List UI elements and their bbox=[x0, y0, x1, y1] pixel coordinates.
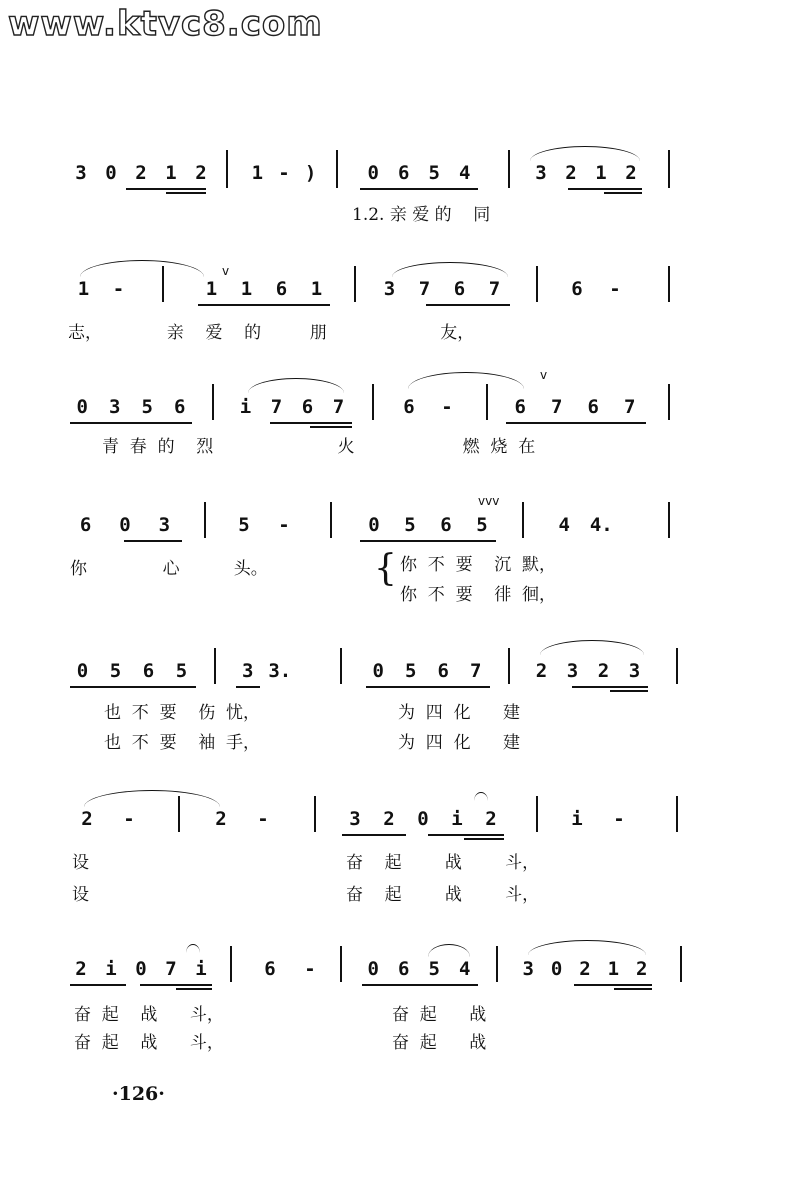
note: 3 bbox=[109, 396, 121, 418]
note: 2 bbox=[135, 162, 147, 184]
beam bbox=[70, 686, 196, 688]
beam bbox=[604, 192, 642, 194]
note: - bbox=[257, 808, 269, 830]
note: 6 bbox=[403, 396, 415, 418]
note: 2 bbox=[597, 660, 610, 682]
lyric: 奋 起 战 斗， bbox=[346, 885, 540, 905]
note: 3 bbox=[535, 162, 547, 184]
measure bbox=[362, 660, 492, 682]
note: 6 bbox=[453, 278, 466, 300]
lyric: 志， 亲 爱 的 朋 友， bbox=[68, 323, 475, 343]
lyric: 设 bbox=[72, 885, 89, 905]
bar-line bbox=[226, 150, 228, 188]
breath-mark: v bbox=[540, 368, 548, 382]
lyric: 奋 起 战 斗， bbox=[74, 1005, 224, 1025]
verse-brace: { bbox=[374, 548, 397, 589]
note: 1 bbox=[310, 278, 323, 300]
bar-line bbox=[212, 384, 214, 420]
beam bbox=[426, 304, 510, 306]
lyric: 奋 起 战 bbox=[392, 1033, 487, 1053]
bar-line bbox=[354, 266, 356, 302]
beam bbox=[360, 540, 496, 542]
bar-line bbox=[668, 502, 670, 538]
measure bbox=[558, 278, 634, 300]
bar-line bbox=[178, 796, 180, 832]
lyric: 为 四 化 建 bbox=[398, 703, 521, 723]
measure bbox=[358, 162, 480, 184]
lyric: 为 四 化 建 bbox=[398, 733, 521, 753]
note: 0 bbox=[76, 396, 88, 418]
note: 4 bbox=[558, 514, 570, 536]
note: 7 bbox=[624, 396, 636, 418]
note: 6 bbox=[514, 396, 526, 418]
note: 6 bbox=[142, 660, 155, 682]
note: i bbox=[195, 958, 207, 980]
note: 7 bbox=[270, 396, 283, 418]
bar-line bbox=[668, 384, 670, 420]
note: 2 bbox=[636, 958, 648, 980]
note: - bbox=[613, 808, 625, 830]
note: 3 bbox=[158, 514, 171, 536]
measure bbox=[338, 808, 508, 830]
note: 0 bbox=[417, 808, 429, 830]
note: 2 bbox=[565, 162, 577, 184]
beam bbox=[428, 834, 504, 836]
bar-line bbox=[680, 946, 682, 982]
beam bbox=[572, 686, 648, 688]
beam bbox=[568, 188, 642, 190]
note: 1 bbox=[251, 162, 264, 184]
beam bbox=[310, 426, 352, 428]
note: 1 bbox=[595, 162, 607, 184]
note: - bbox=[123, 808, 135, 830]
note: 1 bbox=[240, 278, 253, 300]
note: 4 bbox=[459, 162, 471, 184]
note: 3 bbox=[566, 660, 579, 682]
beam bbox=[610, 690, 648, 692]
bar-line bbox=[676, 648, 678, 684]
measure bbox=[358, 958, 480, 980]
slur bbox=[80, 260, 204, 277]
lyric: 奋 起 战 斗， bbox=[346, 853, 540, 873]
note: 0 bbox=[550, 958, 563, 980]
note: 1 bbox=[205, 278, 218, 300]
measure bbox=[356, 514, 500, 536]
bar-line bbox=[536, 796, 538, 832]
beam bbox=[342, 834, 406, 836]
note: 2 bbox=[215, 808, 227, 830]
measure bbox=[502, 396, 648, 418]
note: - bbox=[278, 162, 290, 184]
bar-line bbox=[340, 648, 342, 684]
measure bbox=[66, 660, 198, 682]
lyric: 也 不 要 袖 手， bbox=[104, 733, 261, 753]
note: i bbox=[239, 396, 252, 418]
note: 1 bbox=[165, 162, 177, 184]
lyric: 也 不 要 伤 忧， bbox=[104, 703, 261, 723]
beam bbox=[166, 192, 206, 194]
note: i bbox=[571, 808, 583, 830]
bar-line bbox=[336, 150, 338, 188]
note: 2 bbox=[485, 808, 497, 830]
lyric: 1.2. 亲 爱 的 同 bbox=[352, 205, 491, 225]
slur bbox=[392, 262, 508, 277]
measure bbox=[548, 514, 622, 536]
bar-line bbox=[668, 266, 670, 302]
note: 1 bbox=[77, 278, 90, 300]
slur bbox=[84, 790, 220, 807]
note: - bbox=[441, 396, 453, 418]
note: 0 bbox=[105, 162, 117, 184]
measure bbox=[234, 660, 298, 682]
note: 2 bbox=[195, 162, 207, 184]
note: 7 bbox=[488, 278, 501, 300]
note: 5 bbox=[404, 514, 416, 536]
note: i bbox=[451, 808, 463, 830]
note: - bbox=[112, 278, 125, 300]
fermata bbox=[474, 792, 488, 801]
lyric: 你 不 要 徘 徊， bbox=[400, 585, 557, 605]
note: 6 bbox=[79, 514, 92, 536]
note: 0 bbox=[135, 958, 147, 980]
page-number: ·126· bbox=[112, 1083, 165, 1105]
measure bbox=[244, 162, 324, 184]
note: 3 bbox=[349, 808, 361, 830]
beam bbox=[366, 686, 490, 688]
beam bbox=[574, 984, 652, 986]
bar-line bbox=[508, 648, 510, 684]
measure bbox=[250, 958, 330, 980]
note: 6 bbox=[398, 162, 410, 184]
bar-line bbox=[314, 796, 316, 832]
note: 3 bbox=[383, 278, 396, 300]
bar-line bbox=[214, 648, 216, 684]
note: 0 bbox=[368, 514, 380, 536]
measure bbox=[372, 278, 512, 300]
note: 0 bbox=[367, 958, 379, 980]
note: 6 bbox=[174, 396, 186, 418]
measure bbox=[230, 396, 354, 418]
beam bbox=[70, 984, 126, 986]
measure bbox=[66, 278, 136, 300]
note: - bbox=[304, 958, 316, 980]
ornament-mark: vvv bbox=[478, 494, 500, 508]
note: 5 bbox=[428, 958, 440, 980]
note: 2 bbox=[579, 958, 591, 980]
lyric: 你 不 要 沉 默， bbox=[400, 555, 557, 575]
measure bbox=[526, 660, 650, 682]
note: 5 bbox=[141, 396, 153, 418]
note: 7 bbox=[551, 396, 563, 418]
note: 5 bbox=[476, 514, 488, 536]
beam bbox=[126, 188, 206, 190]
slur bbox=[540, 640, 644, 655]
note: 0 bbox=[372, 660, 384, 682]
bar-line bbox=[676, 796, 678, 832]
note: 5 bbox=[175, 660, 188, 682]
slur bbox=[408, 372, 524, 389]
measure bbox=[66, 958, 216, 980]
note: 6 bbox=[398, 958, 410, 980]
measure bbox=[194, 278, 334, 300]
note: 3 bbox=[628, 660, 641, 682]
lyric: 设 bbox=[72, 853, 89, 873]
note: 5 bbox=[428, 162, 440, 184]
beam bbox=[464, 838, 504, 840]
beam bbox=[614, 988, 652, 990]
beam bbox=[506, 422, 646, 424]
beam bbox=[362, 984, 478, 986]
measure bbox=[200, 808, 284, 830]
fermata bbox=[186, 944, 200, 953]
note: 7 bbox=[332, 396, 345, 418]
bar-line bbox=[372, 384, 374, 420]
bar-line bbox=[668, 150, 670, 188]
bar-line bbox=[162, 266, 164, 302]
note: 6 bbox=[440, 514, 452, 536]
measure bbox=[66, 514, 184, 536]
measure bbox=[390, 396, 466, 418]
note: 7 bbox=[165, 958, 177, 980]
bar-line bbox=[330, 502, 332, 538]
beam bbox=[236, 686, 260, 688]
note: 5 bbox=[405, 660, 417, 682]
lyric: 奋 起 战 斗， bbox=[74, 1033, 224, 1053]
slur bbox=[530, 146, 640, 161]
note: 0 bbox=[76, 660, 89, 682]
note: 4 bbox=[459, 958, 471, 980]
beam bbox=[124, 540, 182, 542]
note: 6 bbox=[275, 278, 288, 300]
measure bbox=[514, 958, 656, 980]
slur bbox=[428, 944, 470, 957]
bar-line bbox=[486, 384, 488, 420]
note: 6 bbox=[301, 396, 314, 418]
note: 6 bbox=[264, 958, 276, 980]
breath-mark: v bbox=[222, 264, 230, 278]
note: 3 bbox=[522, 958, 534, 980]
beam bbox=[270, 422, 352, 424]
note: 0 bbox=[119, 514, 131, 536]
note: 2 bbox=[75, 958, 87, 980]
note: 5 bbox=[109, 660, 122, 682]
measure bbox=[66, 396, 196, 418]
note: 7 bbox=[418, 278, 431, 300]
note: 2 bbox=[383, 808, 395, 830]
bar-line bbox=[340, 946, 342, 982]
bar-line bbox=[496, 946, 498, 982]
beam bbox=[176, 988, 212, 990]
bar-line bbox=[508, 150, 510, 188]
measure bbox=[66, 808, 150, 830]
note: - bbox=[609, 278, 621, 300]
bar-line bbox=[522, 502, 524, 538]
measure bbox=[526, 162, 646, 184]
bar-line bbox=[536, 266, 538, 302]
note: 3 bbox=[242, 660, 254, 682]
note: ) bbox=[304, 162, 317, 184]
note: - bbox=[278, 514, 290, 536]
note: 0 bbox=[367, 162, 379, 184]
note: 6 bbox=[571, 278, 583, 300]
note: 5 bbox=[238, 514, 250, 536]
measure bbox=[66, 162, 216, 184]
note: 6 bbox=[437, 660, 449, 682]
beam bbox=[198, 304, 330, 306]
note: 1 bbox=[607, 958, 620, 980]
lyric: 奋 起 战 bbox=[392, 1005, 487, 1025]
note: 3. bbox=[268, 660, 292, 682]
slur bbox=[528, 940, 646, 955]
note: 7 bbox=[470, 660, 482, 682]
note: 2 bbox=[81, 808, 93, 830]
lyric: 你 心 头。 bbox=[70, 559, 268, 579]
beam bbox=[70, 422, 192, 424]
slur bbox=[248, 378, 344, 393]
bar-line bbox=[230, 946, 232, 982]
measure bbox=[556, 808, 640, 830]
measure bbox=[224, 514, 304, 536]
lyric: 青 春 的 烈 火 燃 烧 在 bbox=[102, 437, 536, 457]
beam bbox=[140, 984, 212, 986]
watermark: www.ktvc8.com bbox=[8, 4, 323, 44]
note: i bbox=[105, 958, 117, 980]
beam bbox=[360, 188, 478, 190]
bar-line bbox=[204, 502, 206, 538]
note: 2 bbox=[535, 660, 548, 682]
note: 2 bbox=[625, 162, 637, 184]
note: 6 bbox=[587, 396, 599, 418]
note: 3 bbox=[75, 162, 87, 184]
note: 4. bbox=[589, 514, 613, 536]
